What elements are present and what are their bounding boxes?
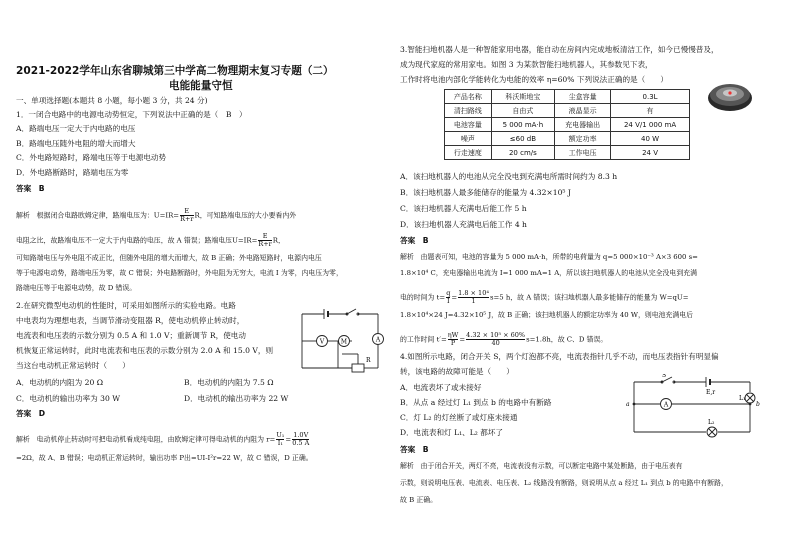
q4-option-c: C．灯 L₂ 的灯丝断了或灯座未接通	[400, 413, 518, 422]
table-cell: 0.3L	[611, 90, 690, 104]
q3-line-2: 成为现代家庭的常用家电。如图 3 为某款智能扫地机器人，其参数见下表，	[400, 60, 653, 69]
table-cell: 清扫路线	[445, 104, 492, 118]
lamp-l2-label: L₂	[708, 419, 715, 426]
motor-label: M	[340, 338, 348, 346]
battery-label: E,r	[706, 389, 716, 396]
q2-explanation-2: =2Ω，故 A、B 错误；电动机正常运转时，输出功率 P出=UI-I²r=22 W，故 C 错误，D 正确。	[16, 454, 313, 462]
motor-circuit-diagram	[292, 306, 384, 376]
q3-answer: 答案 B	[400, 236, 429, 245]
table-cell: 工作电压	[555, 146, 611, 160]
table-cell: 液晶显示	[555, 104, 611, 118]
q3-explanation-2: 1.8×10⁴ C，充电器输出电流为 I=1 000 mA=1 A，所以该扫地机器人的电池从完全没电到充满	[400, 269, 697, 277]
table-cell: 行走速度	[445, 146, 492, 160]
q3-option-a: A．该扫地机器人的电池从完全没电到充满电所需时间约为 8.3 h	[400, 172, 618, 181]
table-cell: ≤60 dB	[491, 132, 554, 146]
q1-option-c: C．外电路短路时，路端电压等于电源电动势	[16, 153, 167, 162]
q3-line-3: 工作时将电池内部化学能转化为电能的效率 η=60% 下列说法正确的是（ ）	[400, 75, 669, 84]
lamp-l1-label: L₁	[739, 395, 746, 402]
q3-option-b: B．该扫地机器人最多能储存的能量为 4.32×10⁵ J	[400, 188, 571, 197]
q2-option-d: D．电动机的输出功率为 22 W	[184, 394, 289, 403]
q2-option-b: B．电动机的内阻为 7.5 Ω	[184, 378, 274, 387]
table-cell: 噪声	[445, 132, 492, 146]
robot-spec-table	[444, 89, 690, 160]
q1-explanation-2: 电阻之比，故路端电压不一定大于内电路的电压，故 A 错误；路端电压U=IR= $\frac{E}{R+r}$ R，	[16, 232, 285, 248]
q1-explanation-3: 可知路端电压与外电阻不成正比，但随外电阻的增大而增大，故 B 正确；外电路短路时，电源内电压	[16, 254, 322, 262]
q4-option-a: A．电流表坏了或未接好	[400, 383, 482, 392]
q2-line-2: 中电表均为理想电表，当调节滑动变阻器 R，使电动机停止转动时，	[16, 316, 245, 325]
table-row	[445, 104, 690, 118]
table-cell: 24 V	[611, 146, 690, 160]
q2-answer: 答案 D	[16, 409, 46, 418]
q4-option-d: D．电流表和灯 L₁、L₂ 都坏了	[400, 428, 504, 437]
voltmeter-label: V	[319, 338, 325, 346]
q1-explanation-1: 解析 根据闭合电路欧姆定律，路端电压为：U=IR= $\frac{E}{R+r}$ R，可知路端电压的大小要看内外	[16, 207, 297, 223]
q3-explanation-5: 的工作时间 t′= $\frac{\eta W}{P}$ = $\frac{\text{4.32 × 10⁵ × 60\%}}{40}$ s=1.8h，故 C、D 错误。	[400, 331, 608, 347]
table-cell: 40 W	[611, 132, 690, 146]
table-cell: 自由式	[491, 104, 554, 118]
title-line-1: 2021-2022学年山东省聊城第三中学高二物理期末复习专题（二）	[16, 65, 334, 77]
q2-line-3: 电流表和电压表的示数分别为 0.5 A 和 1.0 V；重新调节 R，使电动	[16, 331, 246, 340]
q1-stem: 1．一闭合电路中的电源电动势恒定，下列说法中正确的是（ B ）	[16, 110, 247, 119]
q3-option-d: D．该扫地机器人充满电后能工作 4 h	[400, 220, 527, 229]
switch-label: S	[662, 374, 667, 379]
table-cell: 科沃斯地宝	[491, 90, 554, 104]
q4-line-1: 4.如图所示电路，闭合开关 S，两个灯泡都不亮，电流表指针几乎不动，而电压表指针有明显偏	[400, 352, 719, 361]
lamp-circuit-diagram	[626, 374, 766, 444]
robot-vacuum-image	[706, 76, 754, 114]
table-cell: 额定功率	[555, 132, 611, 146]
q3-explanation-3: 电的时间为 t= $\frac{q}{I}$ = $\frac{\text{1.8 × 10⁴}}{1}$ s=5 h，故 A 错误；该扫地机器人最多能储存的能量为 W=qU=	[400, 289, 689, 305]
q4-explanation-1: 解析 由于闭合开关，两灯不亮，电流表没有示数，可以断定电路中某处断路，由于电压表有	[400, 462, 683, 470]
table-cell: 充电器输出	[555, 118, 611, 132]
q1-option-a: A．路端电压一定大于内电路的电压	[16, 124, 136, 133]
q1-option-d: D．外电路断路时，路端电压为零	[16, 168, 129, 177]
table-row	[445, 90, 690, 104]
section-heading: 一、单项选择题(本题共 8 小题，每小题 3 分，共 24 分)	[16, 96, 208, 105]
q4-line-2: 转，该电路的故障可能是（ ）	[400, 367, 514, 376]
table-cell: 5 000 mA·h	[491, 118, 554, 132]
table-cell: 有	[611, 104, 690, 118]
q2-line-4: 机恢复正常运转时，此时电流表和电压表的示数分别为 2.0 A 和 15.0 V，则	[16, 346, 274, 355]
q1-answer: 答案 B	[16, 184, 45, 193]
ammeter-label: A	[663, 401, 669, 409]
q3-explanation-4: 1.8×10⁴×24 J=4.32×10⁵ J，故 B 正确；该扫地机器人的额定功率为 40 W，则电池充满电后	[400, 311, 694, 319]
q3-explanation-1: 解析 由题表可知，电池的容量为 5 000 mA·h，所带的电荷量为 q=5 000×10⁻³ A×3 600 s=	[400, 253, 698, 261]
q2-explanation-1: 解析 电动机停止转动时可把电动机看成纯电阻，由欧姆定律可得电动机的内阻为 r= $\frac{\text{U₁}}{\text{I₁}}$ = $\frac{1.0V}{0.5 A}$	[16, 431, 310, 447]
q1-explanation-4: 等于电源电动势，路端电压为零，故 C 错误；外电路断路时，外电阻为无穷大，电流 I 为零，内电压为零，	[16, 269, 343, 277]
q2-line-5: 当这台电动机正常运转时（ ）	[16, 361, 130, 370]
table-cell: 尘盒容量	[555, 90, 611, 104]
table-cell: 产品名称	[445, 90, 492, 104]
q2-option-a: A．电动机的内阻为 20 Ω	[16, 378, 104, 387]
q4-explanation-3: 故 B 正确。	[400, 496, 438, 504]
ammeter-label: A	[375, 336, 381, 344]
q4-answer: 答案 B	[400, 445, 429, 454]
q1-option-b: B．路端电压随外电阻的增大而增大	[16, 139, 136, 148]
table-row	[445, 132, 690, 146]
point-b-label: b	[756, 401, 760, 408]
rheostat-label: R	[366, 357, 371, 364]
table-row	[445, 146, 690, 160]
q2-option-c: C．电动机的输出功率为 30 W	[16, 394, 121, 403]
q4-option-b: B．从点 a 经过灯 L₁ 到点 b 的电路中有断路	[400, 398, 552, 407]
table-cell: 电池容量	[445, 118, 492, 132]
q3-line-1: 3.智能扫地机器人是一种智能家用电器，能自动在房间内完成地板清洁工作，如今已慢慢普及，	[400, 45, 719, 54]
point-a-label: a	[626, 401, 630, 408]
q2-line-1: 2.在研究微型电动机的性能时，可采用如图所示的实验电路。电路	[16, 301, 236, 310]
table-cell: 24 V/1 000 mA	[611, 118, 690, 132]
table-row	[445, 118, 690, 132]
q1-explanation-5: 路端电压等于电源电动势，故 D 错误。	[16, 284, 137, 292]
title-line-2: 电能能量守恒	[169, 80, 233, 92]
table-cell: 20 cm/s	[491, 146, 554, 160]
q3-option-c: C．该扫地机器人充满电后能工作 5 h	[400, 204, 527, 213]
q4-explanation-2: 示数，则说明电压表、电流表、电压表、L₂ 线路没有断路，则说明从点 a 经过 L₁ 到点 b 的电路中有断路，	[400, 479, 728, 487]
